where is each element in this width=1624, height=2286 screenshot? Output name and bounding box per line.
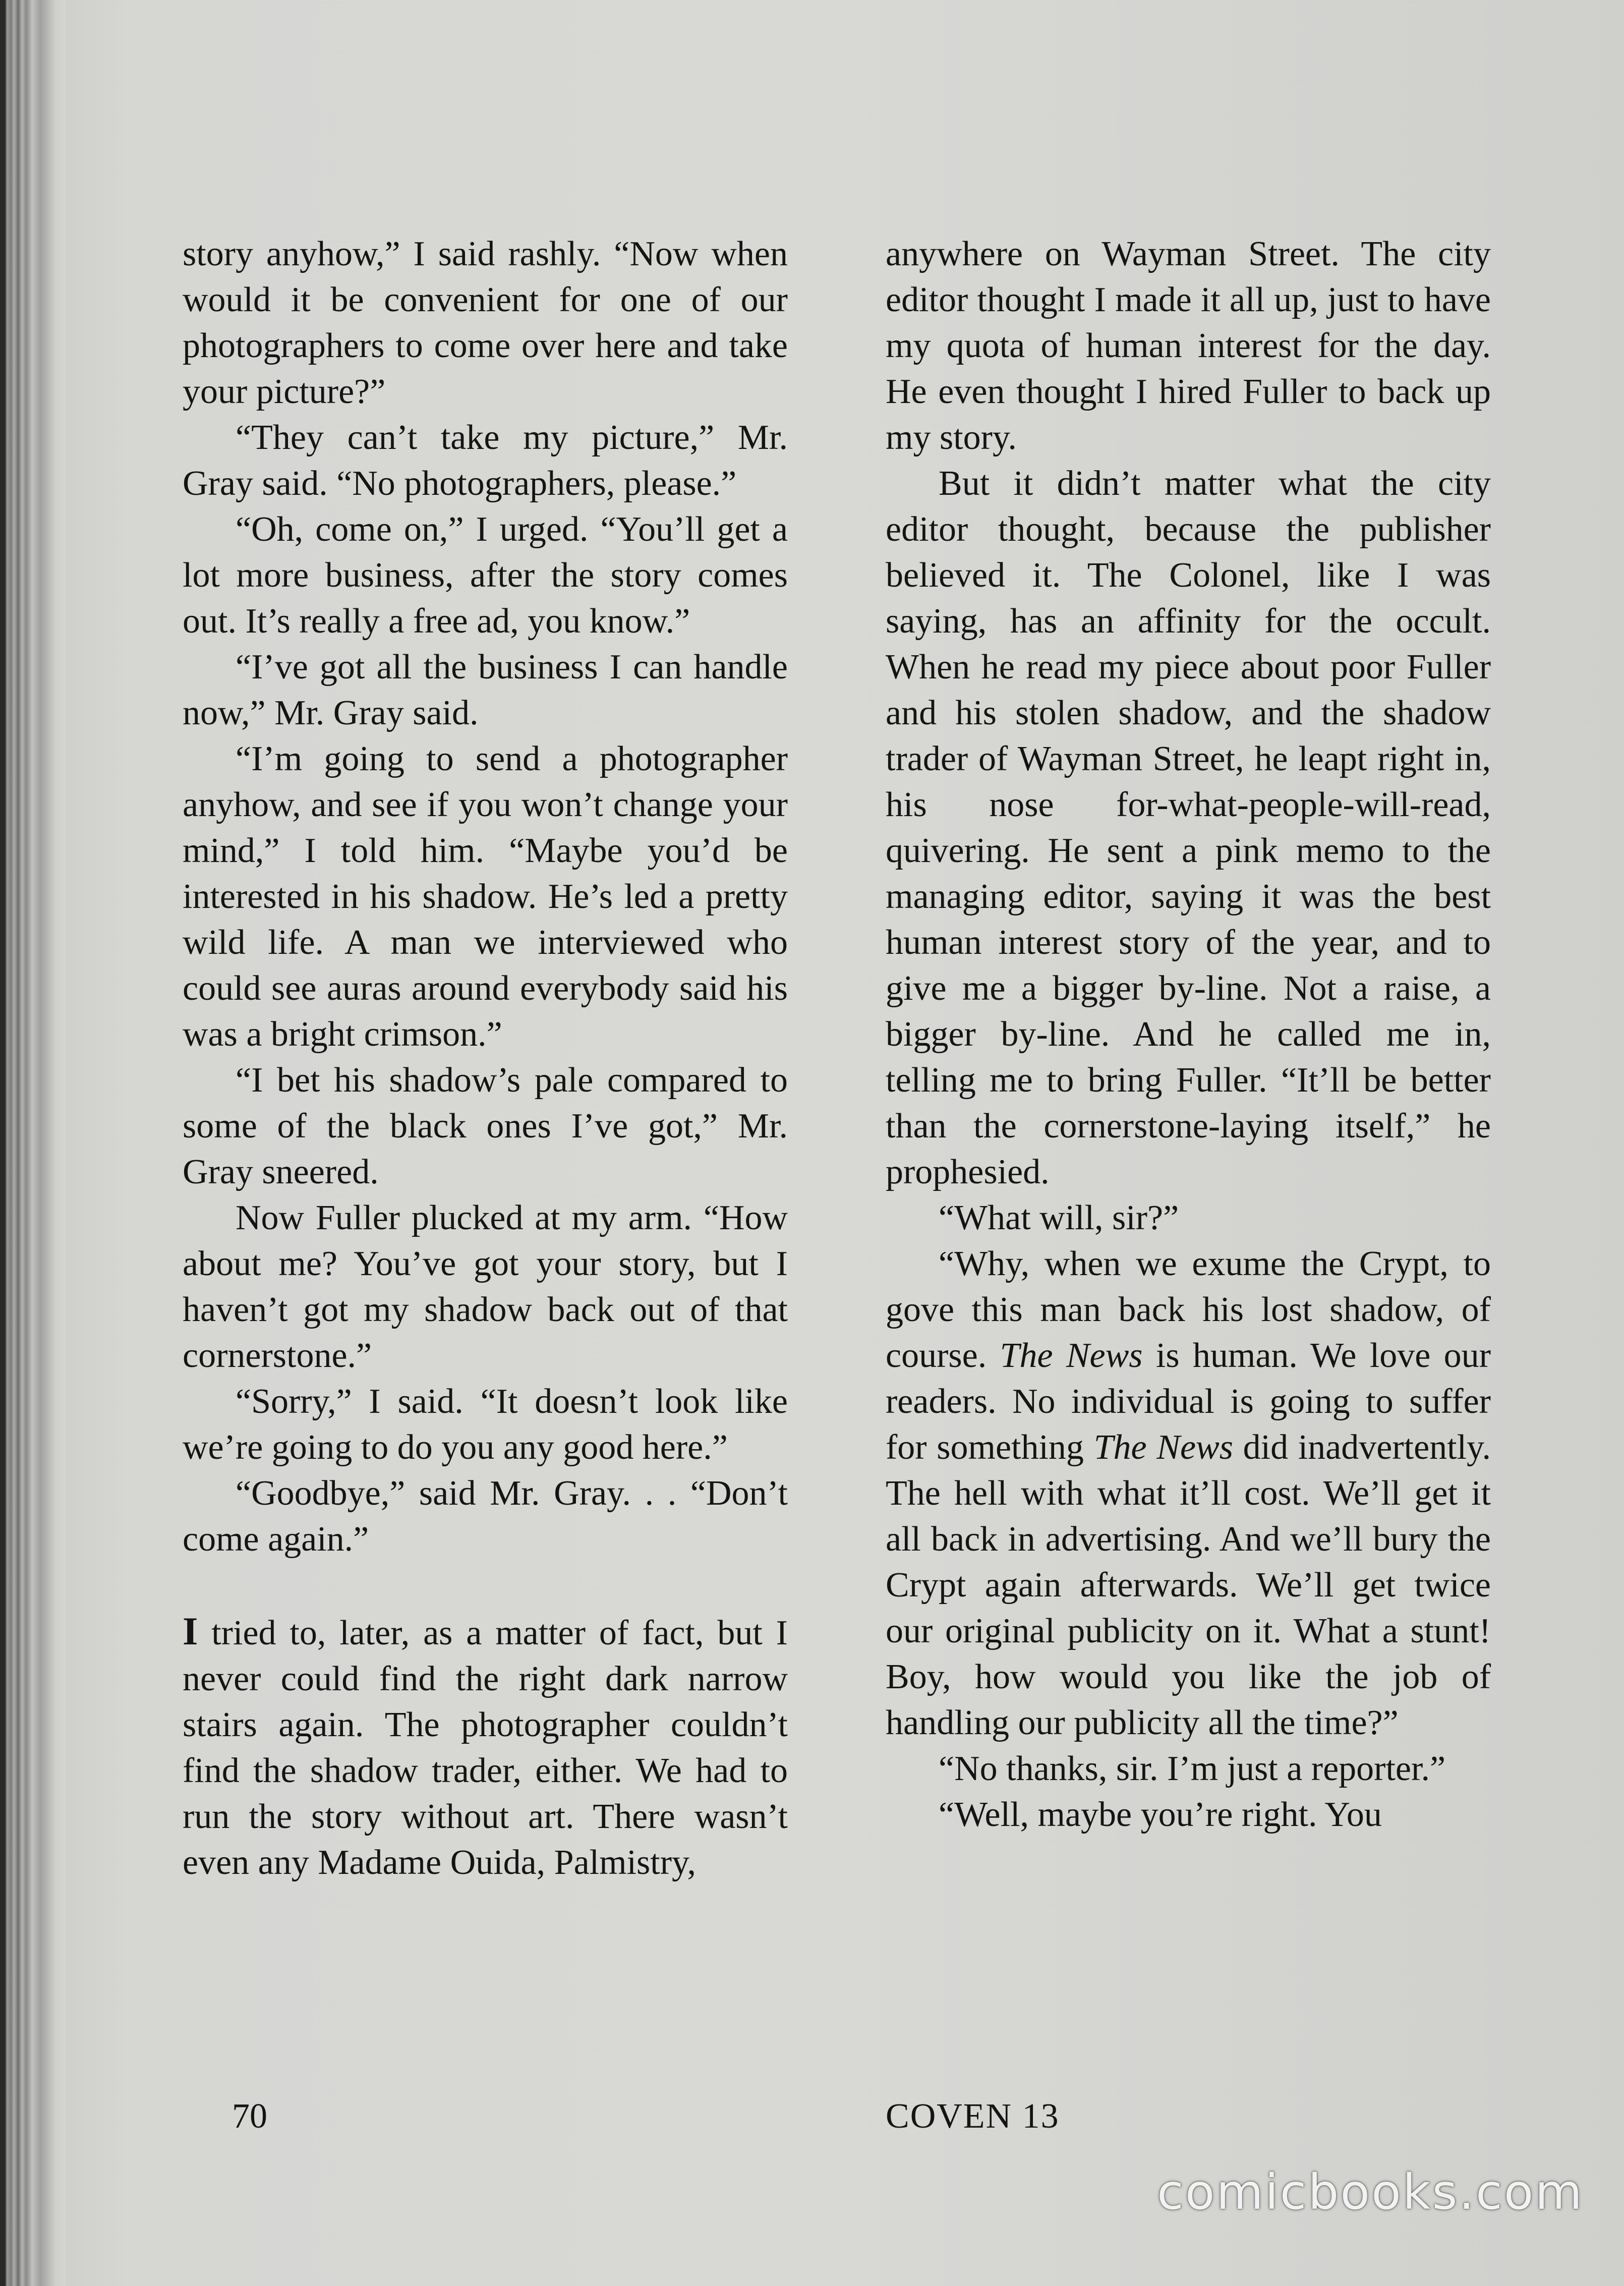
paragraph: anywhere on Wayman Street. The city editor thought I made it all up, just to have my quota of human interest for the day. He even thought I hired Fuller to back up my story.: [886, 235, 1491, 457]
paragraph: Now Fuller plucked at my arm. “How about me? You’ve got your story, but I haven’t got my shadow back out of that cornerstone.”: [183, 1198, 788, 1375]
running-footer-title: COVEN 13: [886, 2097, 1060, 2136]
paragraph: “I bet his shadow’s pale compared to some of the black ones I’ve got,” Mr. Gray sneered.: [183, 1061, 788, 1191]
paragraph: But it didn’t matter what the city editor thought, because the publisher believed it. The Colonel, like I was saying, has an affinity for the occult. When he read my piece about poor Fuller and his stolen shadow, and the shadow trader of Wayman Street, he leapt right in, his nose for-what-people-will-read, quivering. He sent a pink memo to the managing editor, saying it was the best human interest story of the year, and to give me a bigger by-line. Not a raise, a bigger by-line. And he called me in, telling me to bring Fuller. “It’ll be better than the cornerstone-laying itself,” he prophesied.: [886, 464, 1491, 1191]
paragraph: “They can’t take my picture,” Mr. Gray said. “No photographers, please.”: [183, 418, 788, 503]
newspaper-title: The News: [1093, 1428, 1233, 1467]
left-text-column: [183, 231, 788, 1885]
paragraph: [886, 1241, 1491, 1746]
right-text-column: [886, 231, 1491, 1838]
paragraph-text: did inadvertently. The hell with what it’ll cost. We’ll get it all back in advertising. And we’ll bury the Crypt again afterwards. We’ll get twice our original publicity on it. What a stunt! Boy, how would you like the job of handling our publicity all the time?”: [886, 1428, 1491, 1742]
paragraph: “I’m going to send a photographer anyhow, and see if you won’t change your mind,” I told him. “Maybe you’d be interested in his shadow. He’s led a pretty wild life. A man we interviewed who could see auras around everybody said his was a bright crimson.”: [183, 739, 788, 1054]
page-number: 70: [232, 2097, 267, 2136]
section-lead-paragraph: I tried to, later, as a matter of fact, but I never could find the right dark narrow stairs again. The photographer couldn’t find the shadow trader, either. We had to run the story without art. There wasn’t even any Madame Ouida, Palmistry,: [183, 1609, 788, 1882]
paragraph: “Well, maybe you’re right. You: [939, 1795, 1382, 1834]
paragraph-text: is human. We love our readers. No individual is going to suffer for something: [886, 1336, 1491, 1467]
paragraph: “Goodbye,” said Mr. Gray. . . “Don’t come again.”: [183, 1474, 788, 1559]
paragraph: “I’ve got all the business I can handle now,” Mr. Gray said.: [183, 648, 788, 732]
paragraph: “What will, sir?”: [939, 1198, 1179, 1237]
page-spine-edge: [0, 0, 66, 2286]
source-watermark: comicbooks.com: [1156, 2164, 1584, 2220]
paragraph: story anyhow,” I said rashly. “Now when would it be convenient for one of our photographers to come over here and take your picture?”: [183, 235, 788, 411]
newspaper-title: The News: [1000, 1336, 1143, 1375]
paragraph: “Oh, come on,” I urged. “You’ll get a lot more business, after the story comes out. It’s really a free ad, you know.”: [183, 510, 788, 641]
paragraph-text: “Why, when we exume the Crypt, to gove this man back his lost shadow, of course.: [886, 1244, 1491, 1375]
paragraph: “No thanks, sir. I’m just a reporter.”: [939, 1749, 1446, 1788]
paragraph: “Sorry,” I said. “It doesn’t look like we’re going to do you any good here.”: [183, 1382, 788, 1467]
